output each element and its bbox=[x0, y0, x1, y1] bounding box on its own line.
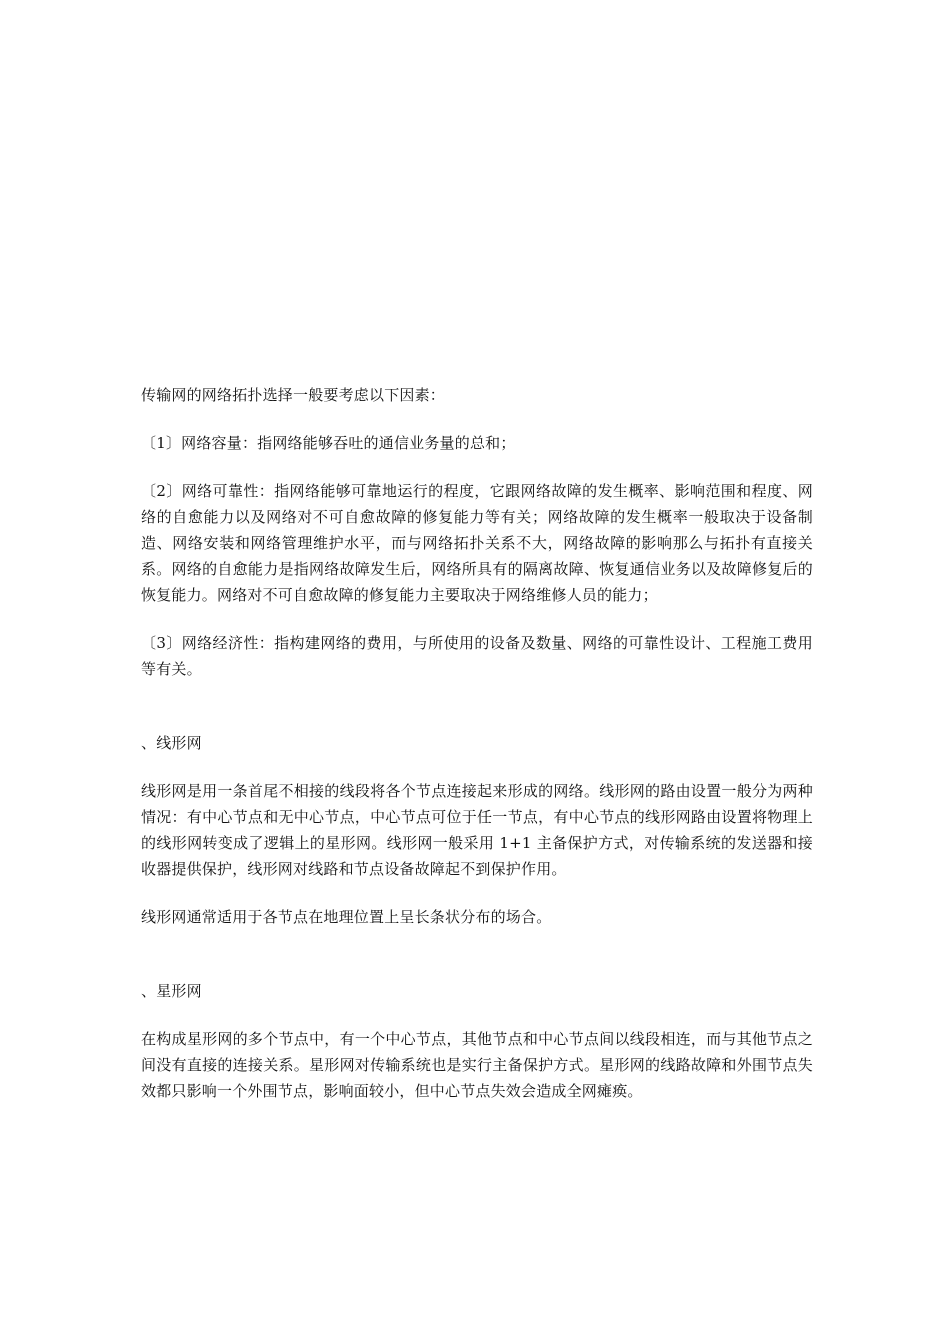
star-network-paragraph: 在构成星形网的多个节点中，有一个中心节点，其他节点和中心节点间以线段相连，而与其他节点之间没有直接的连接关系。星形网对传输系统也是实行主备保护方式。星形网的线路故障和外围节点失效都只影响一个外围节点，影响面较小，但中心节点失效会造成全网瘫痪。 bbox=[141, 1030, 813, 1100]
section-heading-linear-network: 、线形网 bbox=[141, 734, 202, 752]
factor-capacity-paragraph: 〔1〕网络容量：指网络能够吞吐的通信业务量的总和； bbox=[141, 434, 516, 452]
linear-network-paragraph: 线形网是用一条首尾不相接的线段将各个节点连接起来形成的网络。线形网的路由设置一般分为两种情况：有中心节点和无中心节点，中心节点可位于任一节点，有中心节点的线形网路由设置将物理上的线形网转变成了逻辑上的星形网。线形网一般采用 1+1 主备保护方式，对传输系统的发送器和接收器提供保护，线形网对线路和节点设备故障起不到保护作用。 bbox=[141, 782, 813, 878]
document-body bbox=[141, 382, 813, 1104]
factor-reliability-paragraph: 〔2〕网络可靠性：指网络能够可靠地运行的程度，它跟网络故障的发生概率、影响范围和程度、网络的自愈能力以及网络对不可自愈故障的修复能力等有关；网络故障的发生概率一般取决于设备制造、网络安装和网络管理维护水平，而与网络拓扑关系不大，网络故障的影响那么与拓扑有直接关系。网络的自愈能力是指网络故障发生后，网络所具有的隔离故障、恢复通信业务以及故障修复后的恢复能力。网络对不可自愈故障的修复能力主要取决于网络维修人员的能力； bbox=[141, 482, 813, 604]
intro-paragraph: 传输网的网络拓扑选择一般要考虑以下因素： bbox=[141, 386, 446, 404]
section-heading-star-network: 、星形网 bbox=[141, 982, 202, 1000]
linear-network-usage-paragraph: 线形网通常适用于各节点在地理位置上呈长条状分布的场合。 bbox=[141, 908, 552, 926]
factor-economy-paragraph: 〔3〕网络经济性：指构建网络的费用，与所使用的设备及数量、网络的可靠性设计、工程施工费用等有关。 bbox=[141, 634, 813, 678]
